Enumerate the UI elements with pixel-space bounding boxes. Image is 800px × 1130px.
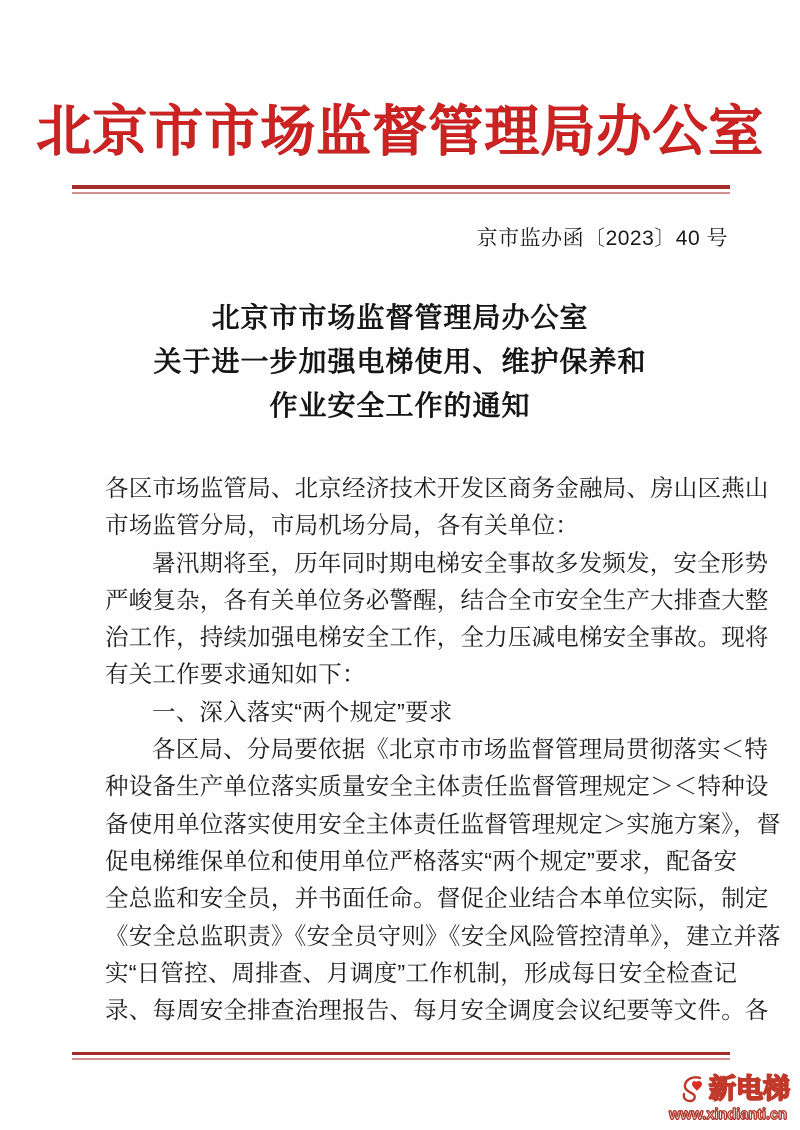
body-line: 各区局、分局要依据《北京市市场监督管理局贯彻落实＜特 [152, 736, 769, 763]
watermark-url-text: www.xindianti.cn [669, 1107, 787, 1123]
letterhead-divider-thin-line [72, 192, 730, 194]
footer-divider-thin-line [72, 1058, 730, 1060]
body-line: 市场监管分局，市局机场分局，各有关单位： [105, 512, 579, 539]
document-title-line-2: 关于进一步加强电梯使用、维护保养和 [153, 346, 647, 377]
body-line: 有关工作要求通知如下： [105, 661, 366, 688]
footer-divider [72, 1052, 730, 1060]
letterhead [0, 96, 800, 166]
body-line: 全总监和安全员，并书面任命。督促企业结合本单位实际，制定 [105, 885, 769, 912]
body-line: 促电梯维保单位和使用单位严格落实“两个规定”要求，配备安 [105, 847, 738, 874]
watermark [640, 1072, 790, 1124]
section-heading-one: 一、深入落实“两个规定”要求 [152, 698, 453, 725]
watermark-brand-row [640, 1072, 790, 1106]
body-line: 各区市场监管局、北京经济技术开发区商务金融局、房山区燕山 [105, 475, 769, 501]
document-body [105, 470, 781, 1029]
document-serial-number: 京市监办函〔2023〕40 号 [476, 227, 728, 250]
body-line: 《安全总监职责》《安全员守则》《安全风险管控清单》，建立并落 [105, 922, 781, 949]
watermark-brand-text: 新电梯 [709, 1074, 790, 1104]
body-line: 录、每周安全排查治理报告、每月安全调度会议纪要等文件。各 [105, 997, 769, 1024]
body-line: 治工作，持续加强电梯安全工作，全力压减电梯安全事故。现将 [105, 624, 769, 651]
letterhead-organization-name: 北京市市场监督管理局办公室 [35, 100, 764, 162]
body-line: 实“日管控、周排查、月调度”工作机制，形成每日安全检查记 [105, 959, 738, 986]
body-line: 种设备生产单位落实质量安全主体责任监督管理规定＞＜特种设 [105, 773, 769, 800]
body-line: 备使用单位落实使用安全主体责任监督管理规定＞实施方案》，督 [105, 810, 781, 837]
body-line: 暑汛期将至，历年同时期电梯安全事故多发频发，安全形势 [152, 549, 769, 576]
document-title [100, 296, 700, 428]
document-title-line-3: 作业安全工作的通知 [269, 390, 531, 421]
document-title-line-1: 北京市市场监督管理局办公室 [211, 302, 589, 333]
xindianti-logo-icon [681, 1074, 707, 1104]
letterhead-divider [72, 185, 730, 194]
body-line: 严峻复杂，各有关单位务必警醒，结合全市安全生产大排查大整 [105, 586, 769, 613]
